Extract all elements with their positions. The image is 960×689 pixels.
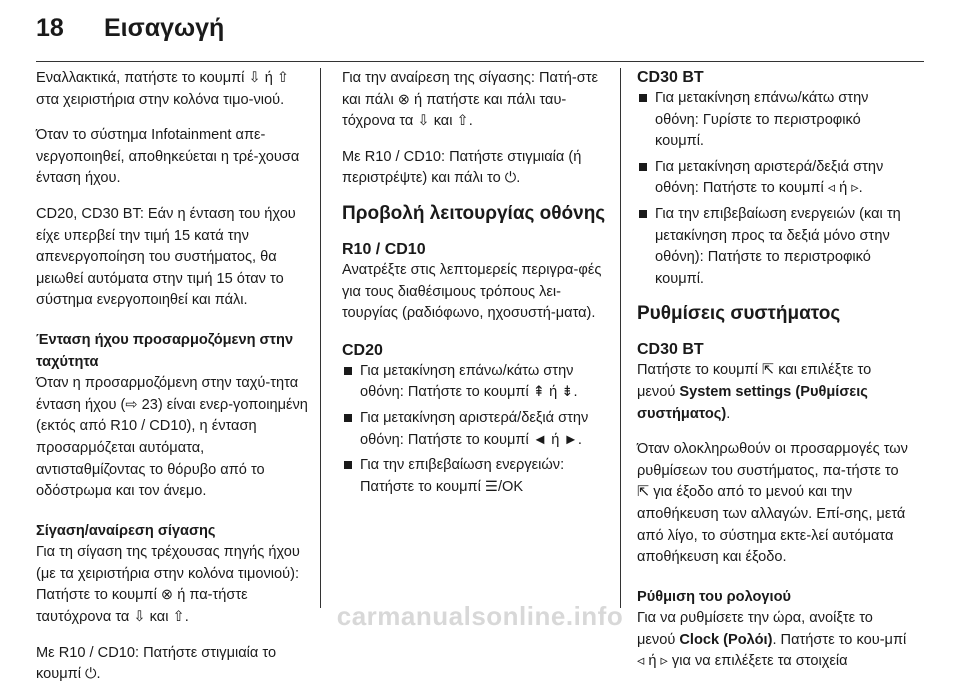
page-title: Εισαγωγή	[104, 14, 225, 42]
column-divider	[320, 68, 321, 608]
watermark: carmanualsonline.info	[336, 601, 624, 631]
paragraph: Όταν η προσαρμοζόμενη στην ταχύ-τητα ένταση ήχου (⇨ 23) είναι ενερ-γοποιημένη (εκτός από R10 / CD10), η ένταση προσαρμόζεται αυτόματα, αντισταθμίζοντας το θόρυβο από το οδόστρωμα και τον άνεμο.	[36, 375, 308, 500]
section-heading: Ρυθμίσεις συστήματος	[637, 303, 841, 325]
section-heading: Προβολή λειτουργίας οθόνης	[342, 202, 606, 224]
list-item: Για μετακίνηση αριστερά/δεξιά στην οθόνη: Πατήστε το κουμπί ◃ ή ▹.	[637, 157, 911, 200]
paragraph: CD20, CD30 BT: Εάν η ένταση του ήχου είχε υπερβεί την τιμή 15 κατά την απενεργοποίηση του συστήματος, θα μειωθεί αυτόματα στην τιμή 15 όταν το σύστημα ενεργοποιηθεί και πάλι.	[36, 205, 296, 309]
list-item: Για μετακίνηση αριστερά/δεξιά στην οθόνη: Πατήστε το κουμπί ◄ ή ►.	[342, 408, 616, 451]
list-item: Για την επιβεβαίωση ενεργειών (και τη μετακίνηση προς τα δεξιά μόνο στην οθόνη): Πατήστε το περιστροφικό κουμπί.	[637, 204, 911, 290]
column-divider	[620, 68, 621, 608]
text: . Πατήστε το κου-μπί ◃ ή ▹ για να επιλέξετε τα στοιχεία	[637, 631, 907, 670]
column-3	[637, 68, 911, 676]
paragraph: Όταν το σύστημα Infotainment απε-νεργοποιηθεί, αποθηκεύεται η τρέ-χουσα ένταση ήχου.	[36, 127, 300, 187]
column-2	[342, 68, 616, 502]
subheading: Ένταση ήχου προσαρμοζόμενη στην ταχύτητα	[36, 331, 294, 370]
subsection-heading: CD30 BT	[637, 69, 704, 86]
paragraph: Για τη σίγαση της τρέχουσας πηγής ήχου (με τα χειριστήρια στην κολόνα τιμονιού): Πατήστε το κουμπί ⊗ ή πα-τήστε ταυτόχρονα τα ⇩ και ⇧.	[36, 544, 300, 626]
paragraph: Με R10 / CD10: Πατήστε στιγμιαία (ή περιστρέψτε) και πάλι το ⏻.	[342, 148, 582, 187]
text: .	[726, 405, 731, 422]
text: Πατήστε το κουμπί ⇱ και επιλέξτε το μενού	[637, 362, 872, 400]
menu-name: Clock (Ρολόι)	[679, 631, 773, 648]
paragraph: Με R10 / CD10: Πατήστε στιγμιαία το κουμπί ⏻.	[36, 644, 277, 683]
column-1	[36, 68, 310, 689]
page-header	[0, 0, 960, 62]
paragraph	[637, 360, 911, 425]
paragraph: Όταν ολοκληρωθούν οι προσαρμογές των ρυθμίσεων του συστήματος, πα-τήστε το ⇱ για έξοδο από το μενού και την αποθήκευση των αλλαγών. Επί-σης, μετά από λίγο, το σύστημα εκτε-λεί αυτόματα αποθήκευση και έξοδο.	[637, 441, 908, 566]
bullet-list	[637, 88, 911, 290]
header-rule	[36, 61, 924, 62]
subheading: Σίγαση/αναίρεση σίγασης	[36, 522, 216, 539]
paragraph: Για την αναίρεση της σίγασης: Πατή-στε και πάλι ⊗ ή πατήστε και πάλι ταυ-τόχρονα τα ⇩ και ⇧.	[342, 70, 598, 130]
list-item: Για την επιβεβαίωση ενεργειών: Πατήστε το κουμπί ☰/OK	[342, 455, 616, 498]
list-item: Για μετακίνηση επάνω/κάτω στην οθόνη: Πατήστε το κουμπί ⇞ ή ⇟.	[342, 361, 616, 404]
subsection-heading: CD30 BT	[637, 341, 704, 359]
bullet-list	[342, 361, 616, 499]
paragraph: Ανατρέξτε στις λεπτομερείς περιγρα-φές για τους διαθέσιμους τρόπους λει-τουργίας (ραδιόφωνο, ηχοσυστή-ματα).	[342, 261, 602, 322]
subheading: Ρύθμιση του ρολογιού	[637, 588, 791, 605]
menu-name: System settings (Ρυθμίσεις συστήματος)	[637, 383, 868, 422]
text: Για να ρυθμίσετε την ώρα, ανοίξτε το μενού	[637, 610, 873, 648]
subsection-heading: R10 / CD10	[342, 240, 426, 258]
paragraph: Εναλλακτικά, πατήστε το κουμπί ⇩ ή ⇧ στα χειριστήρια στην κολόνα τιμο-νιού.	[36, 70, 290, 108]
subsection-heading: CD20	[342, 341, 383, 359]
page-number: 18	[36, 14, 64, 42]
list-item: Για μετακίνηση επάνω/κάτω στην οθόνη: Γυρίστε το περιστροφικό κουμπί.	[637, 88, 911, 153]
